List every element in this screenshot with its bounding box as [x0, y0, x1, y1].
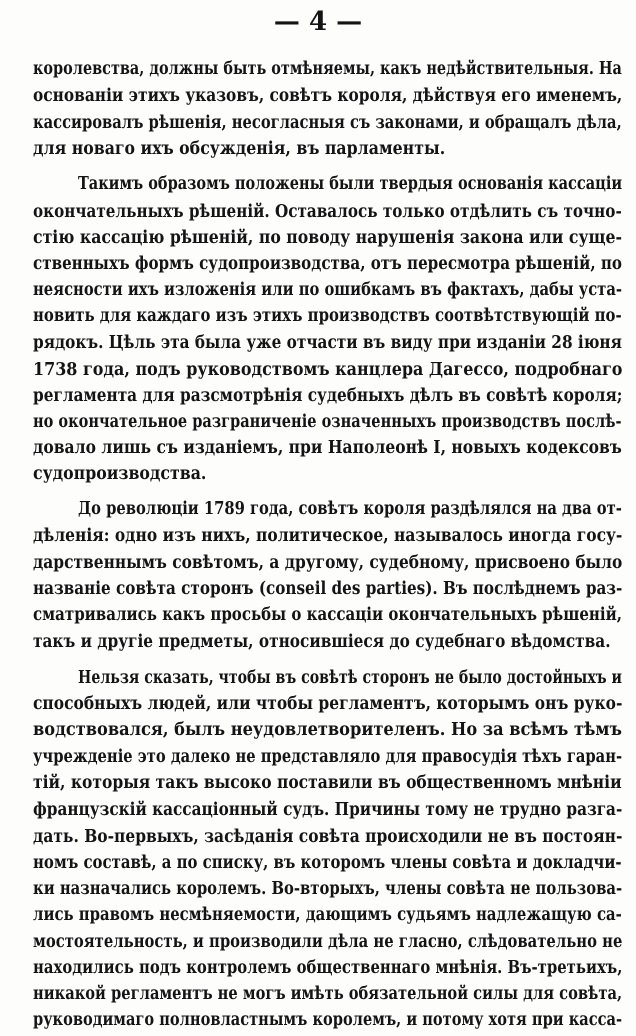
text-line: тій, которыя такъ высоко поставили въ общественномъ мнѣніи — [33, 773, 622, 793]
text-line: неясности ихъ изложенія или по ошибкамъ въ фактахъ, дабы уста- — [33, 280, 623, 300]
text-line: находились подъ контролемъ общественнаго мнѣнія. Въ-третьихъ, — [33, 958, 623, 978]
text-line: новить для каждаго изъ этихъ производствъ соотвѣтствующій по- — [33, 306, 622, 326]
text-line: Нельзя сказать, чтобы въ совѣтѣ сторонъ не было достойныхъ и — [78, 668, 622, 688]
text-line: способныхъ людей, или чтобы регламентъ, которымъ онъ руко- — [33, 694, 623, 714]
text-line: сматривались какъ просьбы о кассаціи окончательныхъ рѣшеній, — [33, 605, 622, 625]
text-line: названіе совѣта сторонъ (conseil des parties). Въ послѣднемъ раз- — [33, 579, 623, 599]
text-line: дарственнымъ совѣтомъ, а другому, судебному, присвоено было — [33, 553, 623, 573]
text-line: никакой регламентъ не могъ имѣть обязательной силы для совѣта, — [33, 984, 623, 1004]
text-line: стію кассацію рѣшеній, по поводу нарушенія закона или суще- — [33, 228, 623, 248]
text-line: но окончательное разграниченіе означенныхъ производствъ послѣ- — [33, 412, 622, 432]
text-line: кассировалъ рѣшенія, несогласныя съ законами, и обращалъ дѣла, — [33, 113, 622, 133]
text-line: номъ составѣ, а по списку, въ которомъ члены совѣта и докладчи- — [33, 853, 622, 873]
text-line: лись правомъ несмѣняемости, дающимъ судьямъ надлежащую са- — [33, 905, 622, 925]
text-line: дѣленія: одно изъ нихъ, политическое, называлось иногда госу- — [33, 526, 623, 546]
text-line: для новаго ихъ обсужденія, въ парламенты. — [33, 139, 446, 159]
text-line: основаніи этихъ указовъ, совѣтъ короля, дѣйствуя его именемъ, — [33, 86, 623, 106]
text-line: учрежденіе это далеко не представляло для правосудія тѣхъ гаран- — [33, 747, 623, 767]
text-line: довало лишь съ изданіемъ, при Наполеонѣ I, новыхъ кодексовъ — [33, 438, 622, 458]
text-line: ственныхъ формъ судопроизводства, отъ пересмотра рѣшеній, по — [33, 254, 623, 274]
text-line: окончательныхъ рѣшеній. Оставалось только отдѣлить съ точно- — [33, 202, 622, 222]
text-line: ки назначались королемъ. Во-вторыхъ, члены совѣта не пользова- — [33, 879, 623, 899]
text-line: судопроизводства. — [33, 464, 207, 484]
text-line: регламента для разсмотрѣнія судебныхъ дѣлъ въ совѣтѣ короля; — [33, 386, 623, 406]
text-line: До революціи 1789 года, совѣтъ короля раздѣлялся на два от- — [78, 499, 622, 519]
text-line: рядокъ. Цѣль эта была уже отчасти въ виду при изданіи 28 іюня — [33, 333, 622, 353]
page-number: — 4 — — [273, 7, 363, 37]
text-line: королевства, должны быть отмѣняемы, какъ недѣйствительныя. На — [33, 59, 622, 79]
text-line: дать. Во-первыхъ, засѣданія совѣта происходили не въ постоян- — [33, 827, 623, 847]
text-line: мостоятельность, и производили дѣла не гласно, слѣдовательно не — [33, 932, 623, 952]
text-line: такъ и другіе предметы, относившіеся до судебнаго вѣдомства. — [33, 632, 611, 652]
text-line: французскій кассаціонный судъ. Причины тому не трудно разга- — [33, 800, 623, 820]
text-line: руководимаго полновластнымъ королемъ, и потому хотя при касса- — [33, 1010, 623, 1030]
text-line: Такимъ образомъ положены были твердыя основанія кассаціи — [78, 174, 623, 194]
text-line: 1738 года, подъ руководствомъ канцлера Дагессо, подробнаго — [33, 360, 623, 380]
text-line: водствовался, былъ неудовлетворителенъ. Но за всѣмъ тѣмъ — [33, 720, 622, 740]
